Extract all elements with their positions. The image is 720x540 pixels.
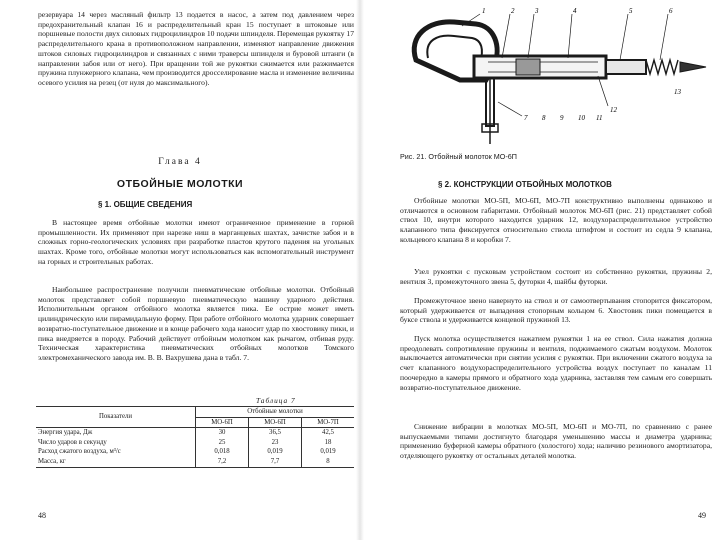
figure-label: 6 xyxy=(669,7,673,15)
table-cell: 18 xyxy=(302,438,355,448)
table-row xyxy=(36,457,354,467)
right-page xyxy=(360,0,720,540)
table-row xyxy=(36,438,354,448)
figure-label: 12 xyxy=(610,106,617,114)
left-paragraph-top: резервуара 14 через масляный фильтр 13 подается в насос, а затем под давлением через предохранительный клапан 16 и распределительный кран 15 поступает в штоковые или поршневые полости двух силовых гидроцилиндров 10 подачи шпинделя. Перемещая рукоятку 17 распределительного крана в противоположном направлении, изменяют направление движения штоков силовых гидроцилиндров и связанных с ними траверсы шпинделя и буровой штанги (в направлении забоя или от него). При вращении той же рукоятки сжимается или разжимается пружина плунжерного клапана, чем производится дросселирование масла и изменение величины осевого усилия на резец (от нуля до максимального). xyxy=(38,10,354,87)
figure-label: 1 xyxy=(482,7,486,15)
jackhammer-figure xyxy=(398,6,712,148)
table-label: Таблица 7 xyxy=(256,396,296,405)
table-group-header: Отбойные молотки xyxy=(196,407,355,418)
chapter-number: Глава 4 xyxy=(158,157,202,167)
right-page-number: 49 xyxy=(698,511,706,520)
table-model-2: МО-6П xyxy=(249,417,302,428)
right-paragraph-2: Узел рукоятки с пусковым устройством состоит из собственно рукоятки, пружины 2, вентиля 3, промежуточного звена 5, футорки 4, шайбы футорки. xyxy=(400,267,712,286)
right-paragraph-1: Отбойные молотки МО-5П, МО-6П, МО-7П конструктивно выполнены одинаково и отличаются в основном габаритами. Отбойный молоток МО-6П (рис. 21) представляет собой ствол 10, внутри которого находится ударник 12, воздухораспределительное устройство клапанного типа фиксируется относительно ствола штифтом и состоит из седла 9 клапана, кольцевого клапана 8 и коробки 7. xyxy=(400,196,712,244)
right-paragraph-3: Промежуточное звено навернуто на ствол и от самоотвертывания стопорится фиксатором, который удерживается от выпадения стопорным кольцом 6. Хвостовик пики помещается в буксе ствола и удерживается концевой пружиной 13. xyxy=(400,296,712,325)
table-row xyxy=(36,447,354,457)
table-cell: 25 xyxy=(196,438,249,448)
table-cell: 36,5 xyxy=(249,428,302,438)
table-cell: 7,2 xyxy=(196,457,249,467)
figure-label: 8 xyxy=(542,114,546,122)
table-cell: 0,019 xyxy=(249,447,302,457)
section-1-heading: § 1. ОБЩИЕ СВЕДЕНИЯ xyxy=(98,200,193,209)
table-row-label: Энергия удара, Дж xyxy=(38,429,93,437)
specs-table xyxy=(36,406,354,468)
figure-label: 11 xyxy=(596,114,603,122)
figure-label: 9 xyxy=(560,114,564,122)
table-row xyxy=(36,428,354,438)
figure-label: 2 xyxy=(511,7,515,15)
table-cell: 0,018 xyxy=(196,447,249,457)
left-paragraph-1: В настоящее время отбойные молотки имеют ограниченное применение в горной промышленности. Их применяют при нарезке ниш в марганцевых шахтах, зачистке забоя и в сложных горно-геологических условиях при разработке пластов крутого падения на угольных шахтах. Кроме того, отбойные молотки могут использоваться как вспомогательный инструмент на горных и строительных работах. xyxy=(38,218,354,266)
figure-label: 4 xyxy=(573,7,577,15)
table-row-label: Число ударов в секунду xyxy=(38,438,107,446)
table-cell: 8 xyxy=(302,457,355,467)
figure-caption: Рис. 21. Отбойный молоток МО-6П xyxy=(400,152,517,161)
table-col-header: Показатели xyxy=(36,407,196,428)
right-paragraph-5: Снижение вибрации в молотках МО-5П, МО-6П и МО-7П, по сравнению с ранее выпускаемыми типами достигнуто благодаря уменьшению массы и диаметра ударника; применению буферной камеры обратного (холостого) хода; наличию резинового амортизатора, отделяющего рукоятку от остальных деталей молотка. xyxy=(400,422,712,461)
table-cell: 23 xyxy=(249,438,302,448)
figure-label: 7 xyxy=(524,114,528,122)
table-cell: 42,5 xyxy=(302,428,355,438)
table-cell: 7,7 xyxy=(249,457,302,467)
section-2-heading: § 2. КОНСТРУКЦИИ ОТБОЙНЫХ МОЛОТКОВ xyxy=(438,180,612,189)
table-row-label: Масса, кг xyxy=(36,457,196,467)
left-paragraph-2: Наибольшее распространение получили пневматические отбойные молотки. Отбойный молоток представляет собой поршневую пневматическую машину ударного действия. Исполнительным органом отбойного молотка является пика. Ее острие может иметь цилиндрическую или пирамидальную форму. При работе отбойного молотка ударник совершает возвратно-поступательное движение и в конце рабочего хода наносит удар по хвостовику пики, и пика внедряется в породу. Рабочий действует отбойным молотком как рычагом, отбивая руду. Техническая характеристика пневматических отбойных молотков Томского электромеханического завода им. В. В. Вахрушева дана в табл. 7. xyxy=(38,285,354,362)
figure-label: 10 xyxy=(578,114,585,122)
figure-label: 3 xyxy=(535,7,539,15)
chapter-title: ОТБОЙНЫЕ МОЛОТКИ xyxy=(116,178,244,190)
figure-label: 5 xyxy=(629,7,633,15)
table-cell: 30 xyxy=(196,428,249,438)
figure-label: 13 xyxy=(674,88,681,96)
table-row-label: Расход сжатого воздуха, м³/с xyxy=(38,448,121,456)
right-paragraph-4: Пуск молотка осуществляется нажатием рукоятки 1 на ее ствол. Сила нажатия должна преодолевать сопротивление пружины и вентиля, поджимаемого сжатым воздухом. Молоток выключается автоматически при снятии усилия с рукоятки. При включении сжатого воздуха за счет клапанного воздухораспределительного устройства воздух поступает по каналам 11 поочередно в камеры прямого и обратного хода ударника, заставляя тем самым его совершать возвратно-поступательное движение. xyxy=(400,334,712,392)
left-page-number: 48 xyxy=(38,511,46,520)
table-model-1: МО-6П xyxy=(196,417,249,428)
table-model-3: МО-7П xyxy=(302,417,355,428)
jackhammer-drawing xyxy=(414,14,706,144)
table-cell: 0,019 xyxy=(302,447,355,457)
